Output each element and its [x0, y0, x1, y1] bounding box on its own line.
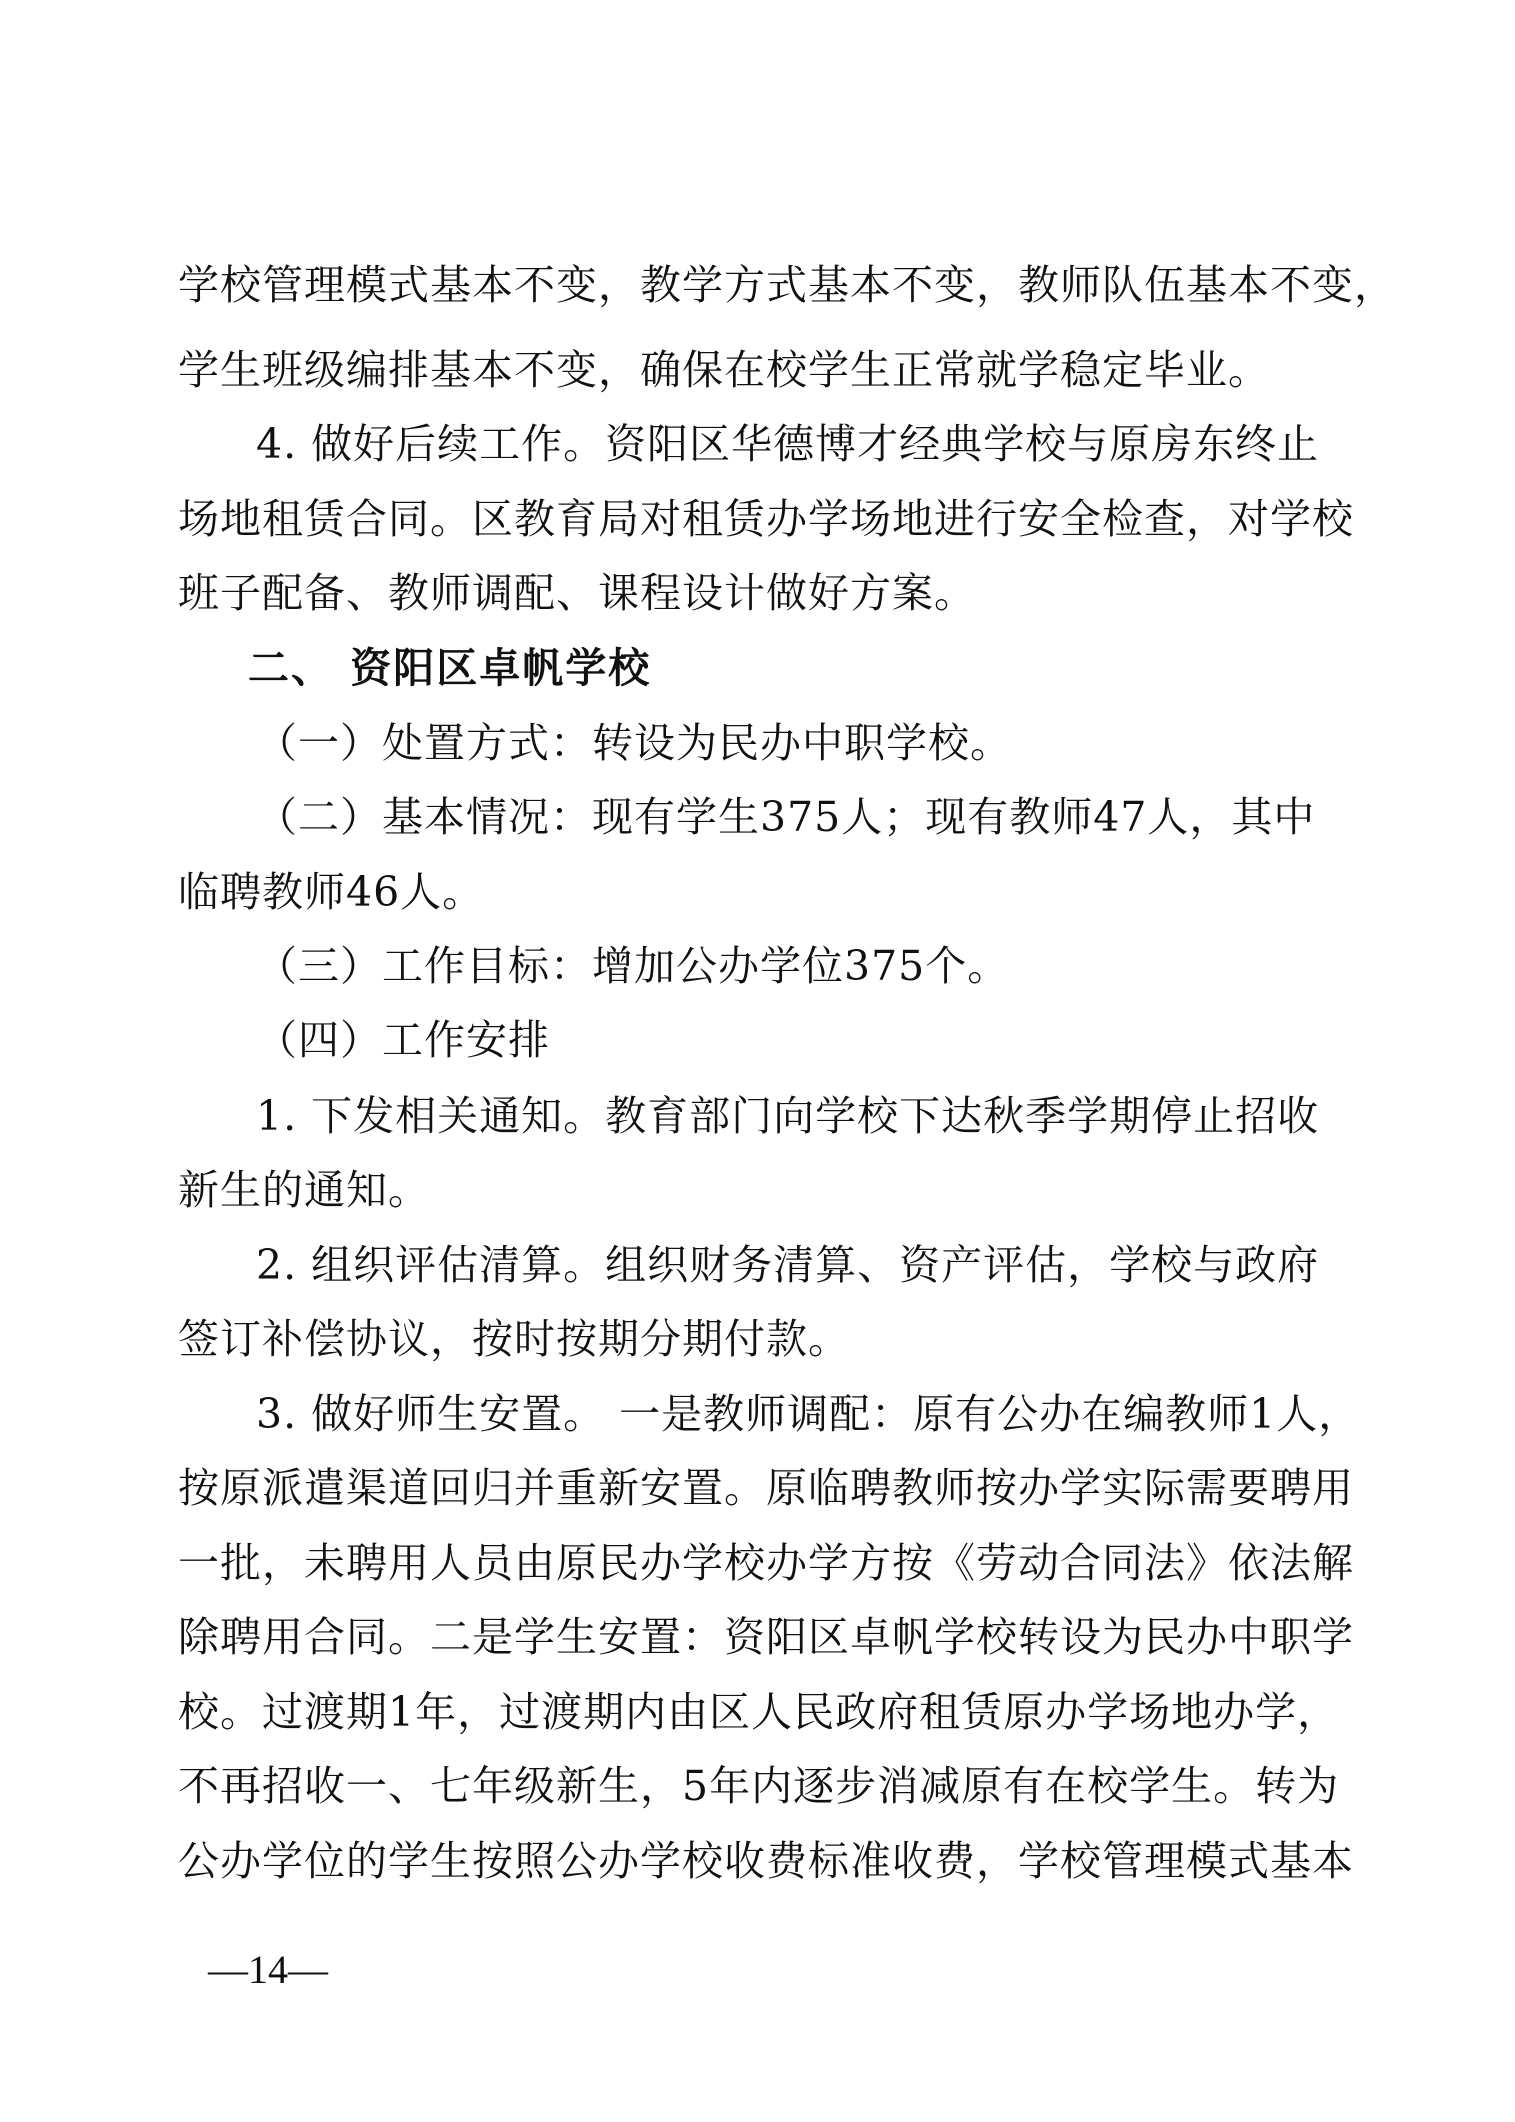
paragraph-line: 场地租赁合同。区教育局对租赁办学场地进行安全检查，对学校 — [178, 495, 1354, 543]
page-number: —14— — [208, 1947, 328, 1992]
paragraph-line: （四）工作安排 — [256, 1016, 550, 1064]
paragraph-line: 2. 组织评估清算。组织财务清算、资产评估，学校与政府 — [256, 1241, 1320, 1289]
paragraph-line: 1. 下发相关通知。教育部门向学校下达秋季学期停止招收 — [256, 1092, 1320, 1140]
paragraph-line: （一）处置方式：转设为民办中职学校。 — [256, 719, 1012, 767]
paragraph-line: 公办学位的学生按照公办学校收费标准收费，学校管理模式基本 — [178, 1837, 1354, 1885]
paragraph-line: 学校管理模式基本不变，教学方式基本不变，教师队伍基本不变， — [178, 261, 1396, 309]
paragraph-line: 按原派遣渠道回归并重新安置。原临聘教师按办学实际需要聘用 — [178, 1464, 1354, 1512]
paragraph-line: 临聘教师46人。 — [178, 868, 485, 916]
paragraph-line: 班子配备、教师调配、课程设计做好方案。 — [178, 569, 976, 617]
paragraph-line: 校。过渡期1年，过渡期内由区人民政府租赁原办学场地办学， — [178, 1688, 1340, 1736]
paragraph-line: 新生的通知。 — [178, 1166, 430, 1214]
section-heading: 二、 资阳区卓帆学校 — [248, 644, 652, 692]
paragraph-line: 不再招收一、七年级新生，5年内逐步消减原有在校学生。转为 — [178, 1762, 1340, 1810]
paragraph-line: 3. 做好师生安置。 一是教师调配：原有公办在编教师1人， — [256, 1390, 1361, 1438]
paragraph-line: 4. 做好后续工作。资阳区华德博才经典学校与原房东终止 — [256, 420, 1320, 468]
paragraph-line: 学生班级编排基本不变，确保在校学生正常就学稳定毕业。 — [178, 346, 1270, 394]
paragraph-line: （三）工作目标：增加公办学位375个。 — [256, 942, 1010, 990]
paragraph-line: （二）基本情况：现有学生375人；现有教师47人，其中 — [256, 793, 1316, 841]
paragraph-line: 一批，未聘用人员由原民办学校办学方按《劳动合同法》依法解 — [178, 1539, 1354, 1587]
paragraph-line: 除聘用合同。二是学生安置：资阳区卓帆学校转设为民办中职学 — [178, 1613, 1354, 1661]
paragraph-line: 签订补偿协议，按时按期分期付款。 — [178, 1315, 850, 1363]
